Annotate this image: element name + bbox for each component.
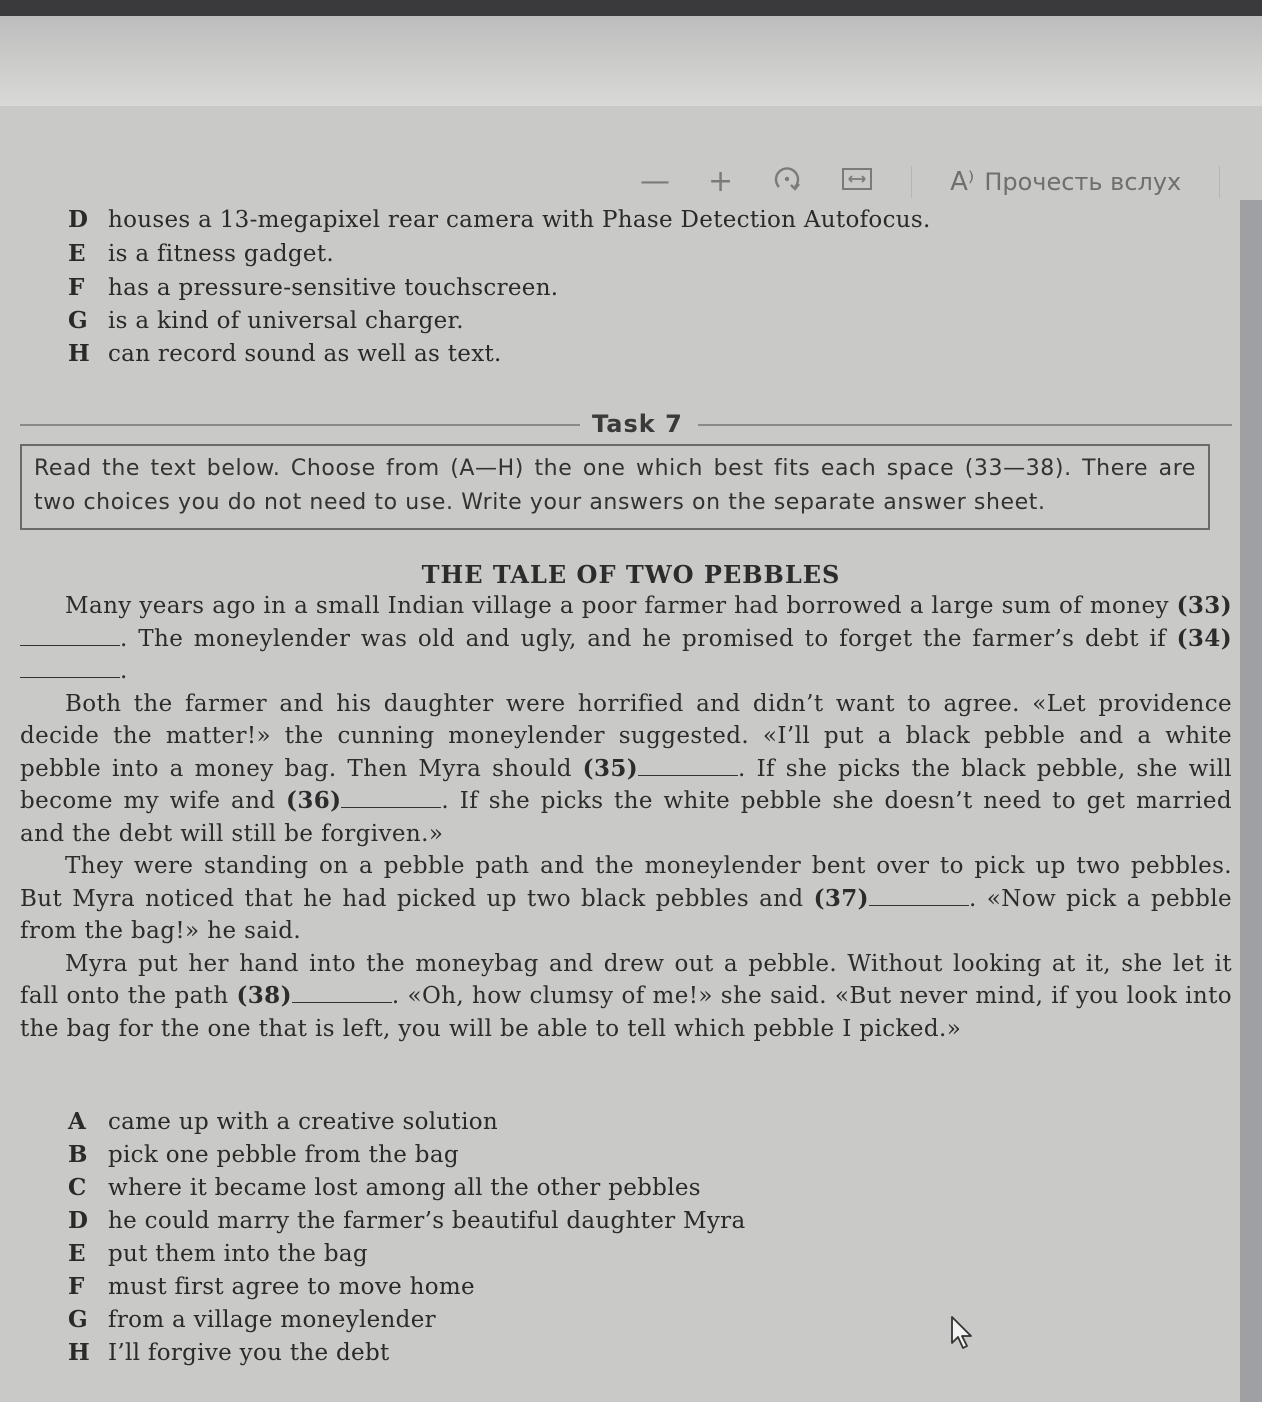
- answer-option-a: [68, 1108, 498, 1135]
- rotate-icon: [771, 163, 803, 195]
- option-letter: F: [68, 1273, 85, 1300]
- gap-blank-38: [292, 982, 392, 1003]
- mouse-pointer-icon: [950, 1315, 976, 1351]
- story-paragraph-1: [20, 590, 1232, 688]
- story-text: [20, 590, 1232, 1045]
- toolbar-divider: [911, 166, 912, 198]
- zoom-out-button[interactable]: —: [640, 164, 670, 199]
- story-paragraph-2: [20, 688, 1232, 851]
- prev-option-e: [68, 240, 334, 267]
- option-letter: E: [68, 1240, 86, 1267]
- gap-number-36: (36): [286, 787, 342, 814]
- option-text: is a kind of universal charger.: [108, 308, 464, 334]
- task-rule-left: [20, 424, 580, 426]
- rotate-button[interactable]: [771, 163, 803, 201]
- gap-number-37: (37): [813, 884, 869, 912]
- story-text-segment: . The moneylender was old and ugly, and he promised to forget the farmer’s debt if: [120, 625, 1177, 652]
- answer-option-e: [68, 1240, 368, 1267]
- gap-blank-33: [20, 625, 120, 646]
- prev-option-f: [68, 274, 558, 301]
- prev-option-d: [68, 206, 931, 233]
- window-top-bar: [0, 0, 1262, 16]
- prev-option-g: [68, 307, 464, 334]
- option-text: came up with a creative solution: [108, 1109, 498, 1135]
- fit-width-button[interactable]: [841, 165, 873, 199]
- option-text: houses a 13-megapixel rear camera with Phase Detection Autofocus.: [108, 207, 931, 233]
- option-letter: B: [68, 1141, 88, 1168]
- gap-number-35: (35): [582, 754, 639, 782]
- story-text-segment: . «Oh, how clumsy of me!» she said. «But never mind, if you look into the bag for the one that is left, you will be able to tell which pebble I picked.»: [20, 983, 1232, 1042]
- option-text: has a pressure-sensitive touchscreen.: [108, 275, 559, 301]
- viewer-toolbar: [640, 152, 1240, 212]
- story-title: THE TALE OF TWO PEBBLES: [421, 560, 841, 589]
- option-letter: F: [68, 274, 85, 301]
- answer-option-g: [68, 1306, 436, 1333]
- story-paragraph-3: [20, 850, 1232, 948]
- fit-width-icon: [841, 165, 873, 193]
- gap-number-33: (33): [1176, 592, 1232, 619]
- read-aloud-button[interactable]: [950, 167, 1181, 197]
- answer-option-c: [68, 1174, 701, 1201]
- story-text-segment: Both the farmer and his daughter were horrified and didn’t want to agree. «Let providence decide the matter!» the cunning moneylender suggested. «I’ll put a black pebble and a white pebble into a money bag. Then Myra should: [20, 690, 1232, 782]
- story-text-segment: Myra put her hand into the moneybag and drew out a pebble. Without looking at it, she let it fall onto the path: [20, 950, 1232, 1009]
- scrollbar[interactable]: [1240, 200, 1262, 1402]
- task-rule-right: [698, 424, 1232, 426]
- prev-option-h: [68, 340, 502, 367]
- gap-number-38: (38): [236, 982, 292, 1009]
- option-letter: E: [68, 240, 86, 267]
- gap-blank-34: [20, 657, 120, 678]
- answer-option-d: [68, 1207, 745, 1234]
- gap-blank-35: [638, 755, 738, 776]
- option-text: is a fitness gadget.: [108, 241, 334, 267]
- option-letter: G: [68, 1306, 88, 1333]
- read-aloud-icon: A⁾: [950, 167, 975, 197]
- story-text-segment: . «Now pick a pebble from the bag!» he said.: [20, 885, 1232, 944]
- task-title: Task 7: [592, 410, 683, 438]
- answer-option-b: [68, 1141, 459, 1168]
- option-letter: H: [68, 340, 91, 367]
- option-text: pick one pebble from the bag: [108, 1142, 459, 1168]
- story-text-segment: . If she picks the black pebble, she will become my wife and: [20, 755, 1232, 814]
- answer-option-h: [68, 1339, 390, 1366]
- story-text-segment: .: [120, 658, 128, 684]
- option-letter: D: [68, 1207, 89, 1234]
- read-aloud-label: Прочесть вслух: [984, 168, 1182, 196]
- option-text: put them into the bag: [108, 1241, 368, 1267]
- option-letter: G: [68, 307, 88, 334]
- story-text-segment: They were standing on a pebble path and the moneylender bent over to pick up two pebbles. But Myra noticed that he had picked up two black pebbles and: [20, 853, 1232, 912]
- option-letter: D: [68, 206, 89, 233]
- option-letter: C: [68, 1174, 87, 1201]
- gap-blank-36: [341, 787, 441, 808]
- option-letter: H: [68, 1339, 91, 1366]
- option-text: he could marry the farmer’s beautiful daughter Myra: [108, 1208, 746, 1234]
- option-text: I’ll forgive you the debt: [108, 1340, 390, 1366]
- option-text: can record sound as well as text.: [108, 341, 502, 367]
- zoom-in-button[interactable]: +: [708, 164, 734, 199]
- gap-number-34: (34): [1176, 624, 1232, 652]
- story-text-segment: . If she picks the white pebble she doesn’t need to get married and the debt will still be forgiven.»: [20, 788, 1232, 847]
- toolbar-divider: [1219, 166, 1220, 198]
- answer-option-f: [68, 1273, 475, 1300]
- task-instruction-box: Read the text below. Choose from (A—H) the one which best fits each space (33—38). There are two choices you do not need to use. Write your answers on the separate answer sheet.: [20, 444, 1210, 530]
- story-text-segment: Many years ago in a small Indian village a poor farmer had borrowed a large sum of money: [65, 593, 1177, 619]
- option-text: must first agree to move home: [108, 1274, 475, 1300]
- story-paragraph-4: [20, 948, 1232, 1046]
- option-text: from a village moneylender: [108, 1307, 436, 1333]
- option-letter: A: [68, 1108, 87, 1135]
- gap-blank-37: [869, 885, 969, 906]
- option-text: where it became lost among all the other pebbles: [108, 1175, 701, 1201]
- viewer-header-area: [0, 16, 1262, 106]
